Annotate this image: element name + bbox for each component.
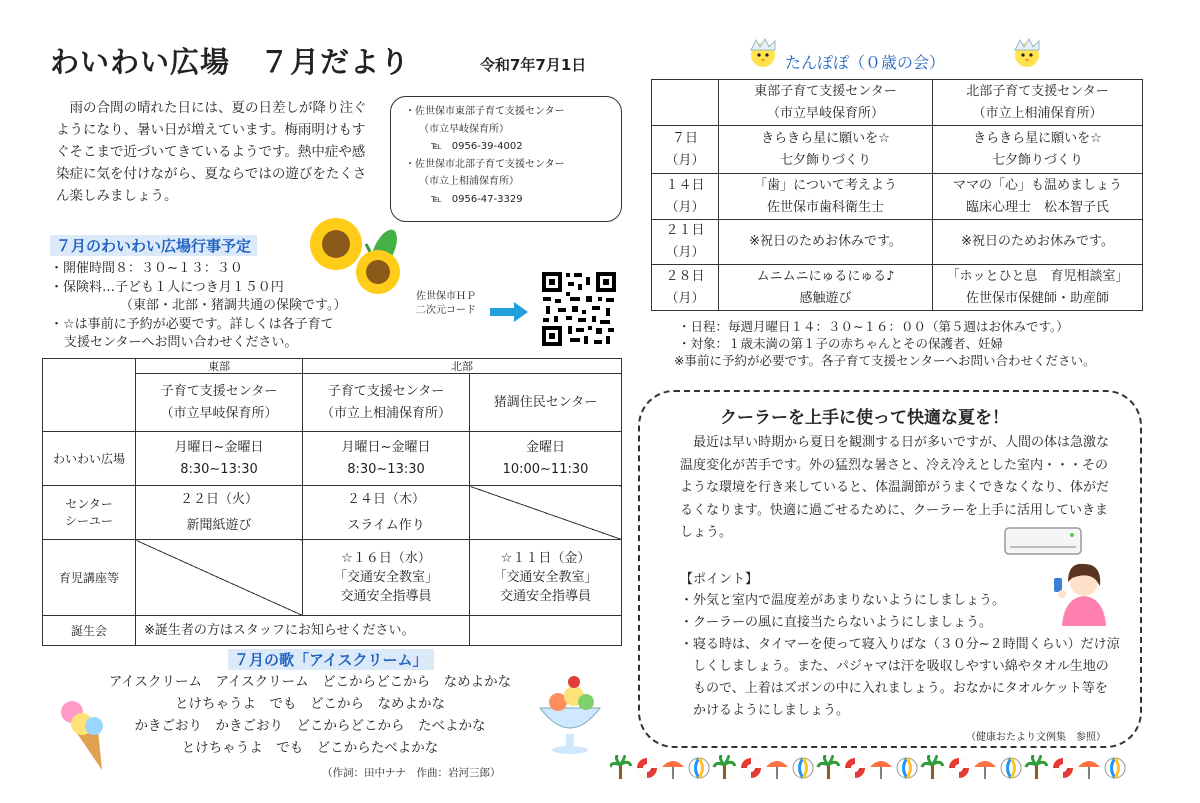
group-header-east: 東部 bbox=[136, 359, 303, 374]
contact-east-name: ・佐世保市東部子育て支援センター bbox=[405, 106, 565, 117]
point-item: ・寝る時は、タイマーを使って寝入りばな（３０分∼２時間くらい）だけ涼しくしましょう。また、パジャマは汗を吸収しやすい綿やタオル生地のもので、上着はズボンの中に入れましょう。おなかにタオルケット等をかけるようにしましょう。 bbox=[680, 637, 1120, 718]
table-cell: ※祝日のためお休みです。 bbox=[719, 220, 933, 265]
tanpopo-title: たんぽぽ（０歳の会） bbox=[785, 53, 946, 72]
contact-east-tel-row bbox=[405, 138, 621, 156]
column-header-line2: （市立上相浦保育所） bbox=[972, 105, 1103, 121]
group-header-north: 北部 bbox=[303, 359, 622, 374]
date-cell bbox=[652, 265, 719, 311]
empty-cell-diagonal bbox=[136, 540, 303, 616]
cooler-title: クーラーを上手に使って快適な夏を！ bbox=[720, 408, 1009, 428]
table-cell bbox=[933, 265, 1143, 311]
column-header-line2: （市立上相浦保育所） bbox=[320, 405, 451, 421]
contact-east-sub: （市立早岐保育所） bbox=[419, 123, 509, 135]
qr-label-line2: 二次元コード bbox=[416, 305, 476, 316]
intro-paragraph: 雨の合間の晴れた日には、夏の日差しが降り注ぐようになり、暑い日が増えています。梅雨明けもすぐそこまで近づいてきているようです。熱中症や感染症に気を付けながら、夏ならではの遊びをたくさん楽しみましょう。 bbox=[56, 100, 367, 204]
cell-line: きらきら星に願いを☆ bbox=[761, 130, 890, 146]
row-label: 育児講座等 bbox=[43, 540, 136, 616]
reference-note: （健康おたより文例集 参照） bbox=[966, 732, 1106, 743]
cell-line: 佐世保市保健師・助産師 bbox=[965, 290, 1109, 306]
cell-line: 金曜日 bbox=[525, 439, 565, 455]
contact-north-tel-row bbox=[405, 191, 621, 209]
cell-line: ２２日（火） bbox=[179, 491, 258, 507]
cell-line: 感触遊び bbox=[799, 290, 852, 306]
column-header bbox=[303, 374, 470, 432]
tanpopo-notes bbox=[674, 318, 1096, 369]
schedule-item: （東部・北部・猪調共通の保険です。） bbox=[120, 298, 347, 313]
cell-line: 交通安全指導員 bbox=[340, 589, 432, 604]
qr-label-line1: 佐世保市ＨＰ bbox=[416, 291, 476, 302]
schedule-item: ・保険料…子ども１人につき月１５０円 bbox=[50, 279, 284, 295]
table-cell bbox=[719, 265, 933, 311]
weekday: （月） bbox=[665, 199, 705, 215]
row-label-line2: シーユー bbox=[64, 513, 113, 528]
song-title: ７月の歌「アイスクリーム」 bbox=[228, 649, 434, 670]
cell-line: ☆１１日（金） bbox=[500, 551, 591, 566]
contact-north-sub: （市立上相浦保育所） bbox=[419, 176, 519, 187]
column-header bbox=[470, 374, 622, 432]
cell-line: 月曜日∼金曜日 bbox=[341, 439, 431, 455]
chick-icon bbox=[746, 36, 780, 70]
song-credit: （作詞：田中ナナ 作曲：岩河三郎） bbox=[322, 767, 501, 779]
cell-line: ２４日（木） bbox=[346, 491, 425, 507]
cell-line: 新聞紙遊び bbox=[186, 517, 252, 533]
song-lyrics bbox=[80, 671, 540, 759]
column-header bbox=[933, 80, 1143, 126]
event-table bbox=[42, 358, 622, 646]
note-line: ・対象：１歳未満の第１子の赤ちゃんとその保護者、妊婦 bbox=[678, 336, 1004, 351]
cell-line: 「交通安全教室」 bbox=[333, 570, 438, 585]
beach-decoration-border bbox=[610, 755, 1140, 781]
weekday: （月） bbox=[665, 152, 705, 168]
day: ７日 bbox=[671, 130, 698, 146]
table-cell bbox=[719, 174, 933, 220]
table-cell bbox=[303, 486, 470, 540]
lyric-line: とけちゃうよ でも どこからたべよかな bbox=[181, 740, 439, 756]
ice-cream-cone-icon bbox=[58, 696, 118, 772]
weekday: （月） bbox=[665, 290, 705, 306]
row-label-line1: センター bbox=[65, 496, 113, 511]
empty-cell-diagonal bbox=[470, 486, 622, 540]
chick-icon bbox=[1010, 36, 1044, 70]
weekday: （月） bbox=[665, 245, 705, 260]
table-cell bbox=[470, 616, 622, 646]
column-header bbox=[719, 80, 933, 126]
table-cell bbox=[470, 432, 622, 486]
table-corner-cell bbox=[652, 80, 719, 126]
column-header-line1: 子育て支援センター bbox=[327, 383, 445, 399]
schedule-list bbox=[50, 260, 390, 353]
qr-label bbox=[416, 290, 476, 318]
cell-line: きらきら星に願いを☆ bbox=[973, 130, 1102, 146]
cell-line: 8:30∼13:30 bbox=[180, 461, 258, 477]
table-cell: ※祝日のためお休みです。 bbox=[933, 220, 1143, 265]
cell-line: 臨床心理士 松本智子氏 bbox=[965, 199, 1109, 215]
tanpopo-table bbox=[651, 79, 1143, 311]
table-cell bbox=[933, 126, 1143, 174]
cell-line: スライム作り bbox=[347, 517, 425, 533]
contact-north-name: ・佐世保市北部子育て支援センター bbox=[405, 158, 565, 170]
schedule-item: 支援センターへお問い合わせください。 bbox=[64, 335, 298, 350]
row-label: 誕生会 bbox=[43, 616, 136, 646]
issue-date: 令和7年7月1日 bbox=[480, 56, 587, 74]
cell-line: 月曜日∼金曜日 bbox=[174, 439, 264, 455]
cell-line: 「ホッとひと息 育児相談室」 bbox=[946, 268, 1129, 284]
column-header-line1: 東部子育て支援センター bbox=[754, 83, 897, 99]
table-cell bbox=[933, 174, 1143, 220]
row-label bbox=[43, 486, 136, 540]
cooler-body: 最近は早い時期から夏日を観測する日が多いですが、人間の体は急激な温度変化が苦手です。外の猛烈な暑さと、冷え冷えとした室内・・・そのような環境を行き来していると、体温調節がうまくできなくなり、体がだるくなります。快適に過ごせるために、クーラーを上手に活用していきましょう。 bbox=[680, 435, 1110, 540]
column-header-line2: （市立早岐保育所） bbox=[160, 405, 278, 421]
contact-east-tel: 0956-39-4002 bbox=[451, 141, 523, 152]
day: １４日 bbox=[665, 177, 705, 193]
note-line: ※事前に予約が必要です。各子育て支援センターへお問い合わせください。 bbox=[674, 353, 1096, 368]
schedule-heading: ７月のわいわい広場行事予定 bbox=[50, 235, 257, 256]
page-title: わいわい広場 ７月だより bbox=[50, 45, 411, 79]
schedule-item: ・開催時間８：３０∼１３：３０ bbox=[50, 261, 243, 276]
lyric-line: とけちゃうよ でも どこから なめよかな bbox=[175, 696, 445, 712]
air-conditioner-icon bbox=[1004, 527, 1082, 559]
tel-label: ℡ bbox=[431, 193, 442, 205]
point-item: ・クーラーの風に直接当たらないようにしましょう。 bbox=[680, 615, 993, 630]
shaved-ice-icon bbox=[530, 668, 610, 758]
day: ２８日 bbox=[665, 268, 705, 284]
table-cell bbox=[303, 432, 470, 486]
cell-line: ☆１６日（水） bbox=[341, 551, 431, 566]
cell-line: ママの「心」も温めましょう bbox=[952, 177, 1122, 193]
table-corner-cell bbox=[43, 359, 136, 432]
table-cell bbox=[136, 432, 303, 486]
note-line: ・日程：毎週月曜日１４：３０∼１６：００（第５週はお休みです。） bbox=[678, 319, 1069, 334]
day: ２１日 bbox=[665, 223, 705, 238]
point-item: ・外気と室内で温度差があまりないようにしましょう。 bbox=[680, 593, 1006, 608]
table-cell bbox=[136, 486, 303, 540]
cell-line: 七夕飾りづくり bbox=[991, 152, 1083, 168]
date-cell bbox=[652, 174, 719, 220]
cell-line: 交通安全指導員 bbox=[499, 589, 591, 604]
column-header-line1: 猪調住民センター bbox=[493, 394, 598, 410]
points-list bbox=[680, 590, 1120, 722]
cell-line: 10:00∼11:30 bbox=[502, 461, 589, 477]
column-header-line1: 子育て支援センター bbox=[160, 383, 278, 399]
column-header-line2: （市立早岐保育所） bbox=[766, 105, 884, 121]
column-header-line1: 北部子育て支援センター bbox=[966, 83, 1109, 99]
tel-label: ℡ bbox=[431, 141, 442, 152]
table-cell bbox=[470, 540, 622, 616]
birthday-note: ※誕生者の方はスタッフにお知らせください。 bbox=[136, 616, 470, 646]
lyric-line: アイスクリーム アイスクリーム どこからどこから なめよかな bbox=[108, 674, 512, 690]
cell-line: 「歯」について考えよう bbox=[754, 177, 897, 193]
points-heading: 【ポイント】 bbox=[680, 572, 759, 587]
contact-north-tel: 0956-47-3329 bbox=[451, 193, 523, 205]
table-cell bbox=[719, 126, 933, 174]
date-cell bbox=[652, 126, 719, 174]
qr-code-icon[interactable] bbox=[540, 270, 618, 348]
cell-line: ムニムニにゅるにゅる♪ bbox=[756, 268, 895, 284]
cell-line: 佐世保市歯科衛生士 bbox=[766, 199, 884, 215]
table-cell bbox=[303, 540, 470, 616]
schedule-item: ・☆は事前に予約が必要です。詳しくは各子育て bbox=[50, 316, 334, 332]
lyric-line: かきごおり かきごおり どこからどこから たべよかな bbox=[134, 718, 486, 734]
arrow-right-icon bbox=[490, 302, 530, 322]
column-header bbox=[136, 374, 303, 432]
cell-line: 七夕飾りづくり bbox=[779, 152, 871, 168]
date-cell bbox=[652, 220, 719, 265]
cell-line: 「交通安全教室」 bbox=[493, 570, 598, 585]
cell-line: 8:30∼13:30 bbox=[347, 461, 425, 477]
row-label: わいわい広場 bbox=[43, 432, 136, 486]
contact-box bbox=[390, 96, 622, 222]
